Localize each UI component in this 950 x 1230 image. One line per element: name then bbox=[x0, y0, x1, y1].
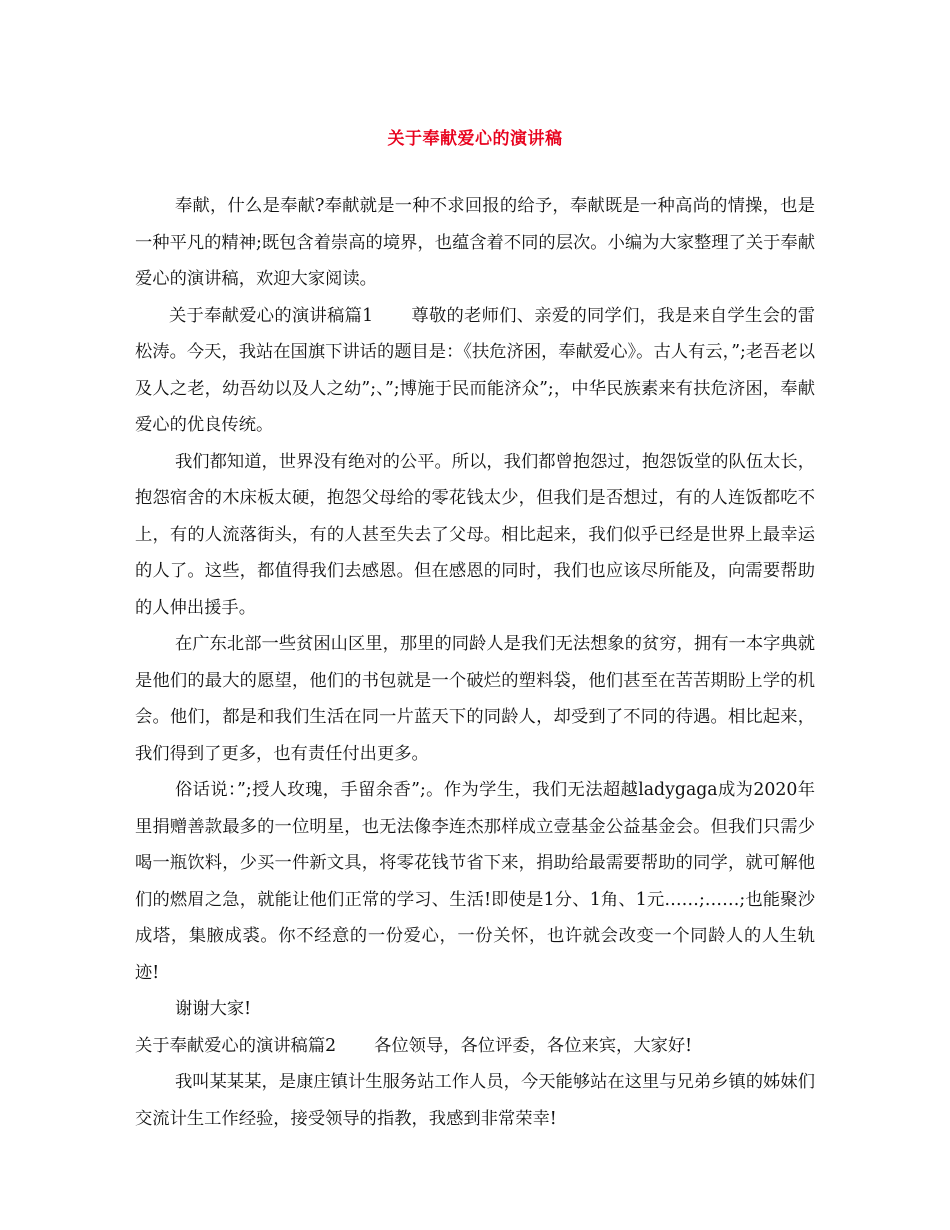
paragraph-poverty: 在广东北部一些贫困山区里，那里的同龄人是我们无法想象的贫穷，拥有一本字典就是他们的最大的愿望，他们的书包就是一个破烂的塑料袋，他们甚至在苦苦期盼上学的机会。他们，都是和我们生活在同一片蓝天下的同龄人，却受到了不同的待遇。相比起来，我们得到了更多，也有责任付出更多。 bbox=[135, 634, 815, 764]
section-2-text: 各位领导，各位评委，各位来宾，大家好! bbox=[374, 1035, 693, 1056]
paragraph-fairness: 我们都知道，世界没有绝对的公平。所以，我们都曾抱怨过，抱怨饭堂的队伍太长，抱怨宿舍的木床板太硬，抱怨父母给的零花钱太少，但我们是否想过，有的人连饭都吃不上，有的人流落街头，有的人甚至失去了父母。相比起来，我们似乎已经是世界上最幸运的人了。这些，都值得我们去感恩。但在感恩的同时，我们也应该尽所能及，向需要帮助的人伸出援手。 bbox=[135, 451, 815, 618]
document-body bbox=[135, 188, 815, 1137]
intro-paragraph: 奉献，什么是奉献?奉献就是一种不求回报的给予，奉献既是一种高尚的情操，也是一种平凡的精神;既包含着崇高的境界，也蕴含着不同的层次。小编为大家整理了关于奉献爱心的演讲稿，欢迎大家阅读。 bbox=[135, 196, 815, 289]
section-1-paragraph bbox=[135, 298, 815, 444]
paragraph-donation: 俗话说：”;授人玫瑰，手留余香”;。作为学生，我们无法超越ladygaga成为2020年里捐赠善款最多的一位明星，也无法像李连杰那样成立壹基金公益基金会。但我们只需少喝一瓶饮料，少买一件新文具，将零花钱节省下来，捐助给最需要帮助的同学，就可解他们的燃眉之急，就能让他们正常的学习、生活!即使是1分、1角、1元……;……;也能聚沙成塔，集腋成裘。你不经意的一份爱心，一份关怀，也许就会改变一个同龄人的人生轨迹! bbox=[135, 780, 815, 983]
section-2-heading: 关于奉献爱心的演讲稿篇2 bbox=[135, 1035, 337, 1056]
document-title: 关于奉献爱心的演讲稿 bbox=[387, 129, 563, 149]
paragraph-thanks: 谢谢大家! bbox=[175, 999, 252, 1019]
section-2-paragraph bbox=[135, 1028, 815, 1065]
section-1-text: 尊敬的老师们、亲爱的同学们，我是来自学生会的雷松涛。今天，我站在国旗下讲话的题目是：《扶危济困，奉献爱心》。古人有云，”;老吾老以及人之老，幼吾幼以及人之幼”;、”;博施于民而能济众”;，中华民族素来有扶危济困，奉献爱心的优良传统。 bbox=[135, 305, 815, 435]
section-1-heading: 关于奉献爱心的演讲稿篇1 bbox=[169, 305, 374, 326]
paragraph-introduction-2: 我叫某某某，是康庄镇计生服务站工作人员，今天能够站在这里与兄弟乡镇的姊妹们交流计生工作经验，接受领导的指教，我感到非常荣幸! bbox=[135, 1072, 815, 1129]
